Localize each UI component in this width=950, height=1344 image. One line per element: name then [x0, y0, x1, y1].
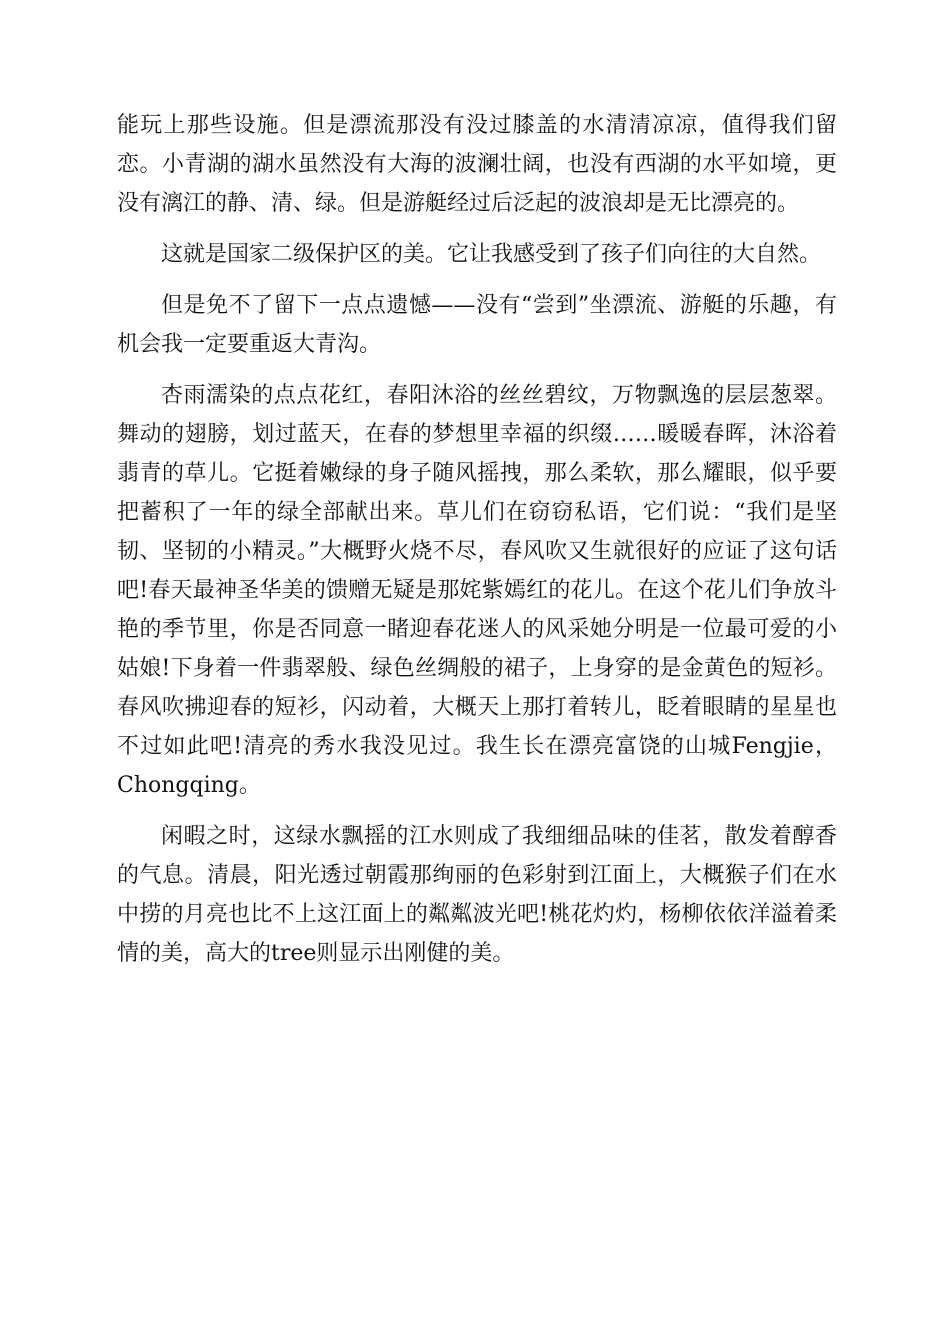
paragraph-5: 闲暇之时，这绿水飘摇的江水则成了我细细品味的佳茗，散发着醇香的气息。清晨，阳光透过朝霞那绚丽的色彩射到江面上，大概猴子们在水中捞的月亮也比不上这江面上的粼粼波光吧!桃花灼灼，杨柳依依洋溢着柔情的美，高大的tree则显示出刚健的美。 [117, 824, 837, 966]
paragraph-4: 杏雨濡染的点点花红，春阳沐浴的丝丝碧纹，万物飘逸的层层葱翠。舞动的翅膀，划过蓝天，在春的梦想里幸福的织缀……暖暖春晖，沐浴着翡青的草儿。它挺着嫩绿的身子随风摇拽，那么柔软，那么耀眼，似乎要把蓄积了一年的绿全部献出来。草儿们在窃窃私语，它们说：“我们是坚韧、坚韧的小精灵。”大概野火烧不尽，春风吹又生就很好的应证了这句话吧!春天最神圣华美的馈赠无疑是那姹紫嫣红的花儿。在这个花儿们争放斗艳的季节里，你是否同意一睹迎春花迷人的风采她分明是一位最可爱的小姑娘!下身着一件翡翠般、绿色丝绸般的裙子，上身穿的是金黄色的短衫。春风吹拂迎春的短衫，闪动着，大概天上那打着转儿，眨着眼睛的星星也不过如此吧!清亮的秀水我没见过。我生长在漂亮富饶的山城Fengjie，Chongqing。 [117, 383, 837, 798]
paragraph-1: 能玩上那些设施。但是漂流那没有没过膝盖的水清清凉凉，值得我们留恋。小青湖的湖水虽然没有大海的波澜壮阔，也没有西湖的水平如境，更没有漓江的静、清、绿。但是游艇经过后泛起的波浪却是无比漂亮的。 [117, 113, 837, 216]
paragraph-3: 但是免不了留下一点点遗憾——没有“尝到”坐漂流、游艇的乐趣，有机会我一定要重返大青沟。 [117, 293, 837, 357]
document-page [117, 106, 837, 985]
paragraph-2: 这就是国家二级保护区的美。它让我感受到了孩子们向往的大自然。 [161, 242, 822, 267]
